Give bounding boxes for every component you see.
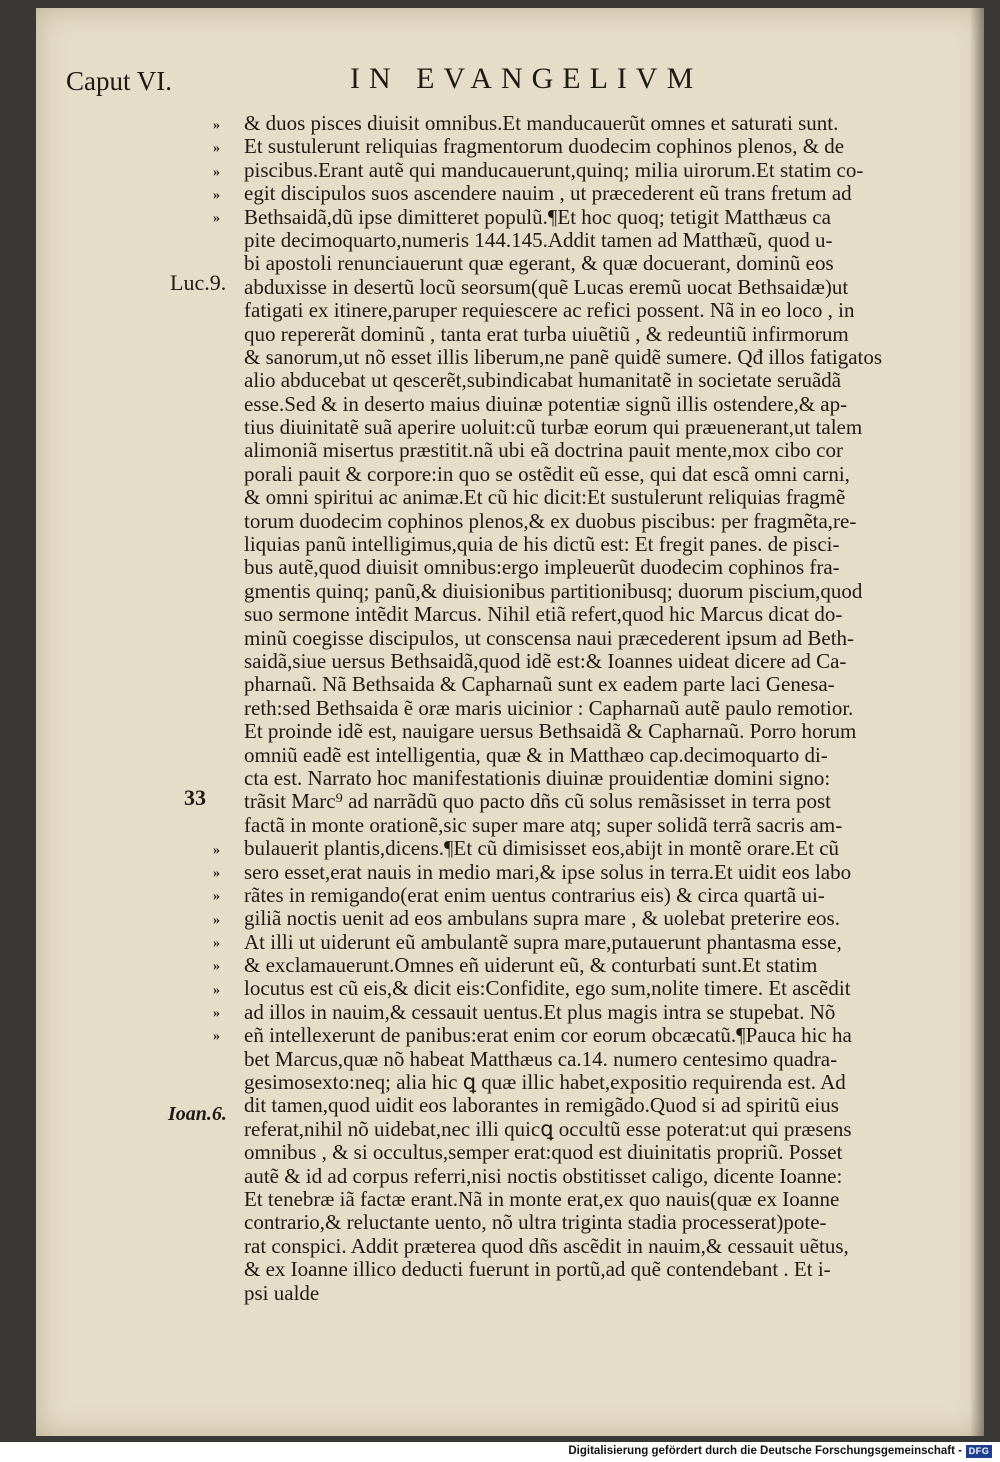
text-line: locutus est cũ eis,& dicit eis:Confidite, ego sum,nolite timere. Et ascẽdit bbox=[244, 977, 851, 1001]
quote-mark: » bbox=[213, 1029, 220, 1044]
text-line: Et tenebræ iã factæ erant.Nã in monte erat,ex quo nauis(quæ ex Ioanne bbox=[244, 1187, 840, 1211]
text-line: suo sermone intẽdit Marcus. Nihil etiã refert,quod hic Marcus dicat do- bbox=[244, 603, 843, 627]
text-line: piscibus.Erant autẽ qui manducauerunt,quinq; milia uirorum.Et statim co- bbox=[244, 158, 864, 182]
text-line: sero esset,erat nauis in medio mari,& ipse solus in terra.Et uidit eos labo bbox=[244, 860, 852, 884]
text-line: torum duodecim cophinos plenos,& ex duobus piscibus: per fragmẽta,re- bbox=[244, 509, 857, 533]
dfg-logo: DFG bbox=[966, 1445, 992, 1458]
quote-mark: » bbox=[213, 165, 220, 180]
text-line: referat,nihil nõ uidebat,nec illi quicꝗ occultũ esse poterat:ut qui præsens bbox=[244, 1117, 852, 1141]
text-line: ad illos in nauim,& cessauit uentus.Et plus magis intra se stupebat. Nõ bbox=[244, 1000, 836, 1024]
margin-note-luke: Luc.9. bbox=[170, 270, 227, 295]
text-line: bet Marcus,quæ nõ habeat Matthæus ca.14. numero centesimo quadra- bbox=[244, 1047, 838, 1071]
quote-mark: » bbox=[213, 936, 220, 951]
book-title-heading: IN EVANGELIVM bbox=[350, 62, 703, 95]
text-line: & omni spiritui ac animæ.Et cũ hic dicit:Et sustulerunt reliquias fragmẽ bbox=[244, 486, 846, 510]
text-line: abduxisse in desertũ locũ seorsum(quẽ Lucas eremũ uocat Bethsaidæ)ut bbox=[244, 275, 849, 299]
quote-mark: » bbox=[213, 983, 220, 998]
text-line: factã in monte orationẽ,sic super mare atq; super solidã terrã sacris am- bbox=[244, 813, 843, 837]
text-line: autẽ & id ad corpus referri,nisi noctis obstitisset caligo, dicente Ioanne: bbox=[244, 1164, 843, 1188]
text-line: Bethsaidã,dũ ipse dimitteret populũ.¶Et hoc quoq; tetigit Matthæus ca bbox=[244, 205, 831, 229]
text-line: egit discipulos suos ascendere nauim , ut præcederent eũ trans fretum ad bbox=[244, 182, 852, 206]
text-line: dit tamen,quod uidit eos laborantes in remigãdo.Quod si ad spiritũ eius bbox=[244, 1094, 839, 1118]
text-line: bus autẽ,quod diuisit omnibus:ergo impleuerũt duodecim cophinos fra- bbox=[244, 556, 840, 580]
text-line: & exclamauerunt.Omnes eñ uiderunt eũ, & conturbati sunt.Et statim bbox=[244, 954, 818, 978]
text-line: bulauerit plantis,dicens.¶Et cũ dimisisset eos,abijt in montẽ orare.Et cũ bbox=[244, 837, 840, 861]
margin-note-john: Ioan.6. bbox=[168, 1103, 227, 1125]
text-line: gmentis quinq; panũ,& diuisionibus partitionibusq; duorum piscium,quod bbox=[244, 579, 863, 603]
text-line: rat conspici. Addit præterea quod dñs ascẽdit in nauim,& cessauit uẽtus, bbox=[244, 1234, 849, 1258]
text-line: saidã,siue uersus Bethsaidã,quod idẽ est:& Ioannes uideat dicere ad Ca- bbox=[244, 649, 847, 673]
quote-mark: » bbox=[213, 866, 220, 881]
text-line: minũ coegisse discipulos, ut conscensa naui præcederent ipsum ad Beth- bbox=[244, 626, 855, 650]
text-line: alimoniã misertus præstitit.nã ubi eã doctrina pauit mente,mox cibo cor bbox=[244, 439, 843, 463]
text-line: pharnaũ. Nã Bethsaida & Capharnaũ sunt ex eadem parte laci Genesa- bbox=[244, 673, 835, 697]
quote-mark: » bbox=[213, 1006, 220, 1021]
text-line: fatigati ex itinere,paruper requiescere ac refici possent. Nã in eo loco , in bbox=[244, 299, 855, 323]
text-line: omniũ eadẽ est intelligentia, quæ & in Matthæo cap.decimoquarto di- bbox=[244, 743, 828, 767]
text-line: giliã noctis uenit ad eos ambulans supra mare , & uolebat preterire eos. bbox=[244, 907, 840, 931]
text-line: reth:sed Bethsaida ẽ oræ maris uicinior : Capharnaũ autẽ paulo remotior. bbox=[244, 696, 854, 720]
quote-mark: » bbox=[213, 843, 220, 858]
quote-mark: » bbox=[213, 959, 220, 974]
text-line: gesimosexto:neq; alia hic ꝗ quæ illic habet,expositio requirenda est. Ad bbox=[244, 1071, 846, 1095]
text-line: alio abducebat ut qescerẽt,subindicabat humanitatẽ in societate seruãdã bbox=[244, 369, 842, 393]
text-line: & sanorum,ut nõ esset illis liberum,ne panẽ quidẽ sumere. Qđ illos fatigatos bbox=[244, 345, 883, 369]
body-text bbox=[244, 112, 948, 1305]
text-line: bi apostoli renunciauerunt quæ egerant, & quæ docuerant, dominũ eos bbox=[244, 252, 834, 276]
text-line: eñ intellexerunt de panibus:erat enim cor eorum obcæcatũ.¶Pauca hic ha bbox=[244, 1024, 852, 1048]
quote-mark: » bbox=[213, 141, 220, 156]
text-line: omnibus , & si occultus,semper erat:quod est diuinitatis propriũ. Posset bbox=[244, 1141, 843, 1165]
text-line: At illi ut uiderunt eũ ambulantẽ supra mare,putauerunt phantasma esse, bbox=[244, 930, 842, 954]
chapter-heading: Caput VI. bbox=[66, 66, 172, 96]
running-header bbox=[66, 62, 826, 102]
quote-mark: » bbox=[213, 188, 220, 203]
quote-mark: » bbox=[213, 211, 220, 226]
quote-mark: » bbox=[213, 118, 220, 133]
text-line: quo repererãt dominũ , tanta erat turba uiuẽtiũ , & redeuntiũ infirmorum bbox=[244, 322, 849, 346]
text-line: Et sustulerunt reliquias fragmentorum duodecim cophinos plenos, & de bbox=[244, 135, 845, 159]
text-line: & ex Ioanne illico deducti fuerunt in portũ,ad quẽ contendebant . Et i- bbox=[244, 1258, 831, 1282]
quote-mark: » bbox=[213, 913, 220, 928]
text-line: esse.Sed & in deserto maius diuinæ potentiæ signũ illis ostendere,& ap- bbox=[244, 392, 848, 416]
text-line: Et proinde idẽ est, nauigare uersus Bethsaidã & Capharnaũ. Porro horum bbox=[244, 720, 857, 744]
text-line: pite decimoquarto,numeris 144.145.Addit tamen ad Matthæũ, quod u- bbox=[244, 228, 833, 252]
text-line: & duos pisces diuisit omnibus.Et manducauerũt omnes et saturati sunt. bbox=[244, 112, 839, 135]
text-line: rãtes in remigando(erat enim uentus contrarius eis) & circa quartã ui- bbox=[244, 883, 825, 907]
funding-credit: Digitalisierung gefördert durch die Deutsche Forschungsgemeinschaft - bbox=[568, 1445, 962, 1457]
footer-bar bbox=[0, 1442, 1000, 1462]
text-line: porali pauit & corpore:in quo se ostẽdit eũ esse, qui dat escã omni carni, bbox=[244, 462, 850, 486]
text-line: liquias panũ intelligimus,quia de his dictũ est: Et fregit panes. de pisci- bbox=[244, 533, 840, 557]
quote-mark: » bbox=[213, 889, 220, 904]
margin-note-number: 33 bbox=[184, 785, 206, 810]
text-line: tius diuinitatẽ suã aperire uoluit:cũ turbæ eorum qui præuenerant,ut talem bbox=[244, 416, 863, 440]
text-line: cta est. Narrato hoc manifestationis diuinæ prouidentiæ domini signo: bbox=[244, 766, 831, 790]
text-line: trãsit Marc⁹ ad narrãdũ quo pacto dñs cũ solus remãsisset in terra post bbox=[244, 790, 831, 814]
text-line: psi ualde bbox=[244, 1281, 320, 1305]
text-line: contrario,& reluctante uento, nõ ultra triginta stadia processerat)pote- bbox=[244, 1211, 827, 1235]
